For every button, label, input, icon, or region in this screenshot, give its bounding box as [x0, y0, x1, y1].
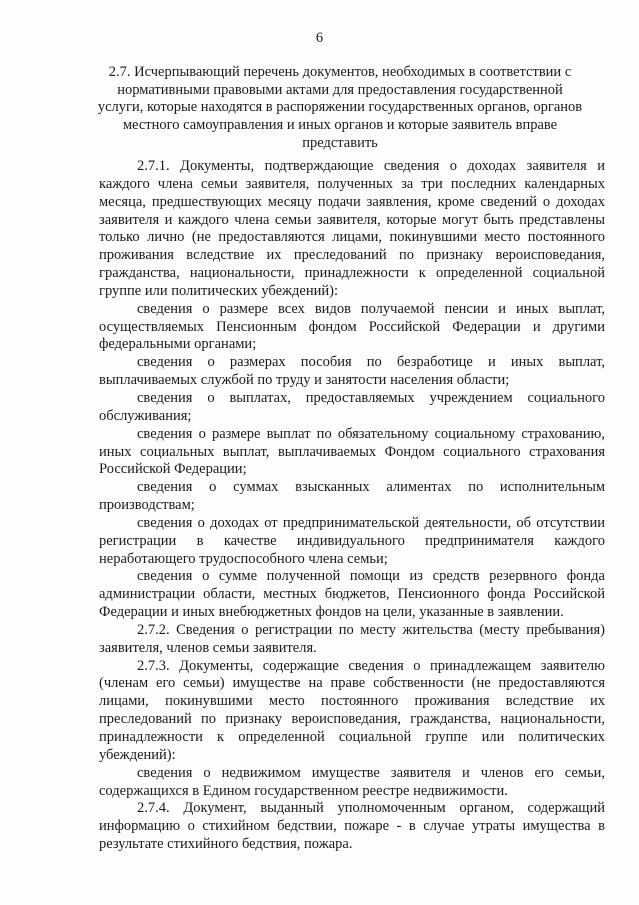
- list-item-pension-info: сведения о размере всех видов получаемой пенсии и иных выплат, осуществляемых Пенсионным фондом Российской Федерации и другими федеральными органами;: [99, 300, 605, 353]
- list-item-alimony-info: сведения о суммах взысканных алиментах по исполнительным производствам;: [99, 479, 605, 514]
- document-body: [99, 158, 605, 854]
- page-number: 6: [315, 30, 324, 46]
- list-item-unemployment-info: сведения о размерах пособия по безработице и иных выплат, выплачиваемых службой по труду и занятости населения области;: [99, 354, 605, 389]
- paragraph-2-7-2: 2.7.2. Сведения о регистрации по месту жительства (месту пребывания) заявителя, членов семьи заявителя.: [99, 621, 605, 656]
- list-item-business-income-info: сведения о доходах от предпринимательской деятельности, об отсутствии регистрации в качестве индивидуального предпринимателя каждого неработающего трудоспособного члена семьи;: [99, 514, 605, 567]
- list-item-social-service-info: сведения о выплатах, предоставляемых учреждением социального обслуживания;: [99, 389, 605, 424]
- list-item-social-insurance-info: сведения о размере выплат по обязательному социальному страхованию, иных социальных выплат, выплачиваемых Фондом социального страхования Российской Федерации;: [99, 425, 605, 478]
- list-item-real-estate-info: сведения о недвижимом имуществе заявителя и членов его семьи, содержащихся в Едином государственном реестре недвижимости.: [99, 764, 605, 799]
- paragraph-2-7-3: 2.7.3. Документы, содержащие сведения о принадлежащем заявителю (членам его семьи) имуществе на праве собственности (не предоставляются лицами, покинувшими место постоянного проживания вследствие их преследований по признаку вероисповедания, гражданства, национальности, принадлежности к определенной социальной группе или политических убеждений):: [99, 657, 605, 763]
- list-item-reserve-fund-info: сведения о сумме полученной помощи из средств резервного фонда администрации области, местных бюджетов, Пенсионного фонда Российской Федерации и иных внебюджетных фондов на цели, указанные в заявлении.: [99, 568, 605, 621]
- section-heading: 2.7. Исчерпывающий перечень документов, необходимых в соответствии с нормативными правовыми актами для предоставления государственной услуги, которые находятся в распоряжении государственных органов, органов местного самоуправления и иных органов и которые заявитель вправе представить: [97, 64, 583, 151]
- paragraph-2-7-1: 2.7.1. Документы, подтверждающие сведения о доходах заявителя и каждого члена семьи заявителя, полученных за три последних календарных месяца, предшествующих месяцу подачи заявления, кроме сведений о доходах заявителя и каждого члена семьи заявителя, которые могут быть представлены только лично (не предоставляются лицами, покинувшими место постоянного проживания вследствие их преследований по признаку вероисповедания, гражданства, национальности, принадлежности к определенной социальной группе или политических убеждений):: [99, 158, 605, 299]
- paragraph-2-7-4: 2.7.4. Документ, выданный уполномоченным органом, содержащий информацию о стихийном бедствии, пожаре - в случае утраты имущества в результате стихийного бедствия, пожара.: [99, 800, 605, 853]
